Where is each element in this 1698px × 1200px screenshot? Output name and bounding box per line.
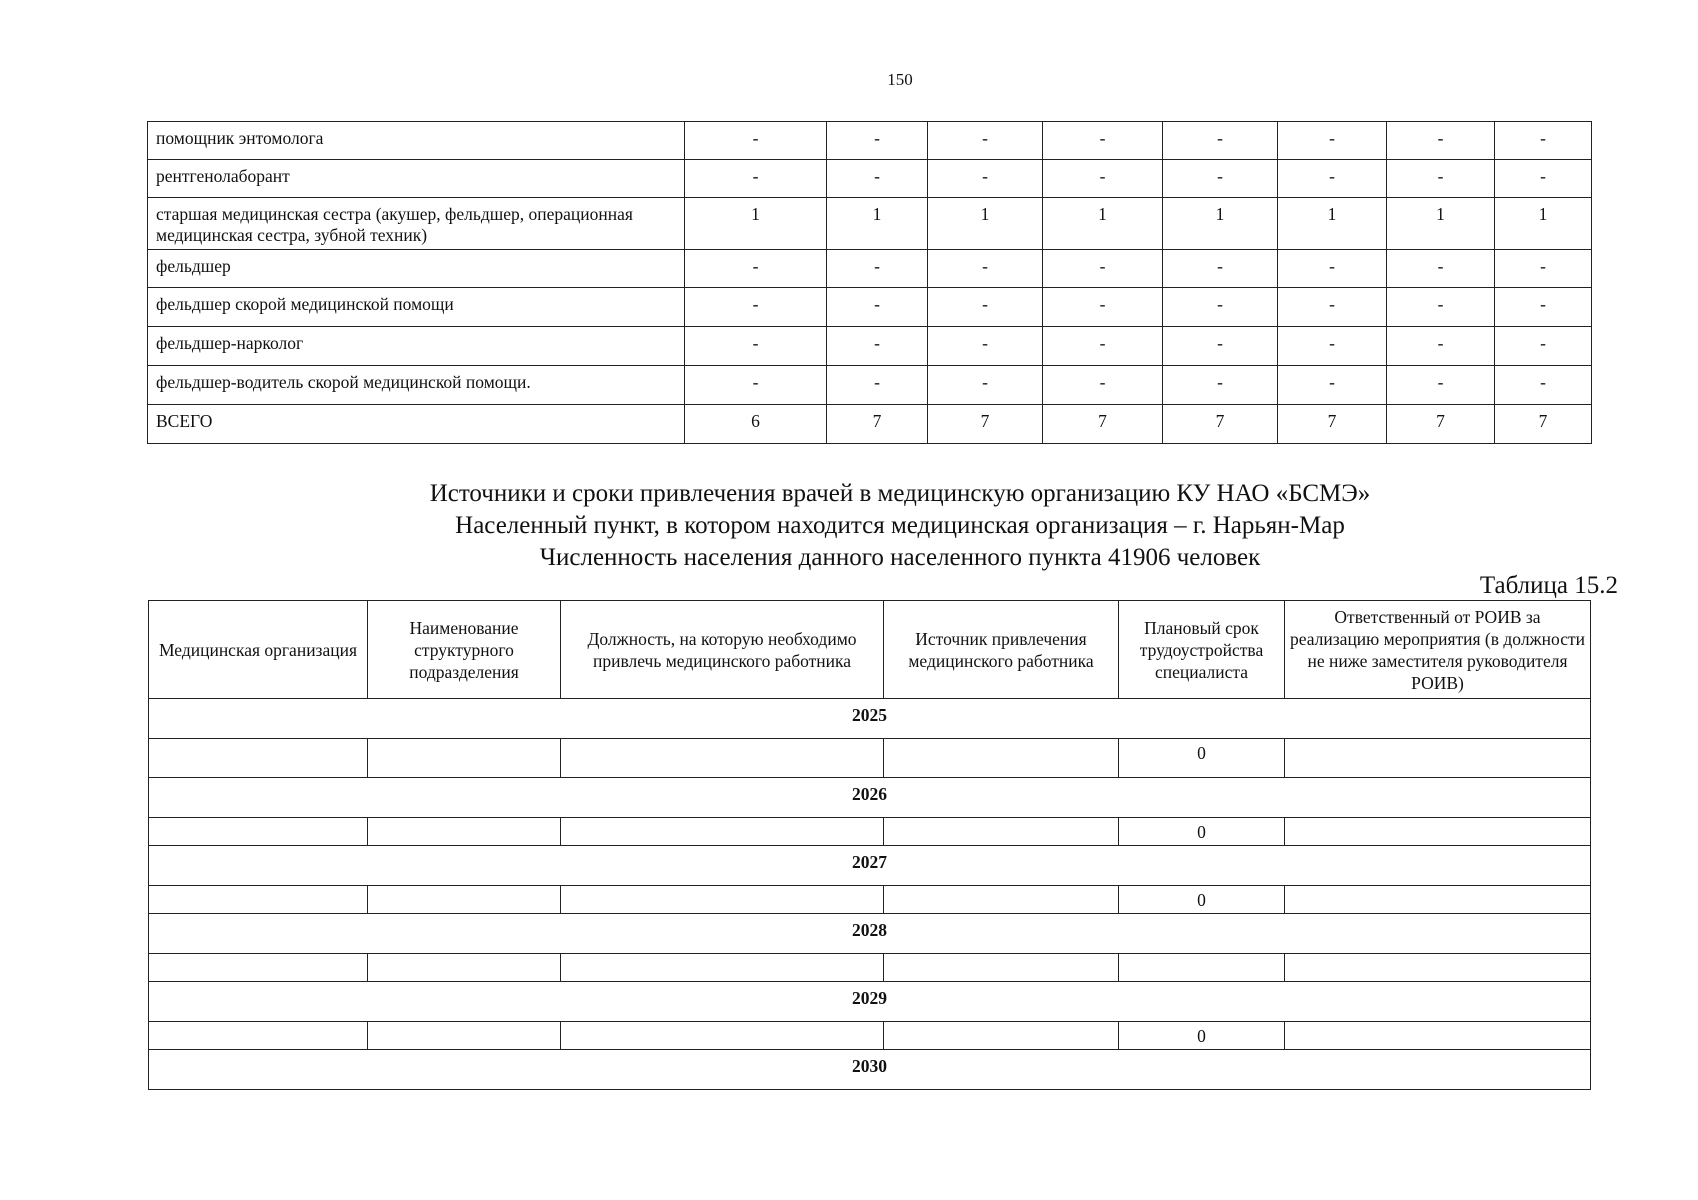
- empty-cell: [149, 818, 368, 846]
- value-cell: -: [685, 160, 827, 198]
- position-name-cell: рентгенолаборант: [148, 160, 685, 198]
- empty-cell: [561, 1022, 884, 1050]
- value-cell: -: [1495, 366, 1592, 405]
- value-cell: -: [1495, 250, 1592, 288]
- section-heading-line-2: Населенный пункт, в котором находится медицинская организация – г. Нарьян-Мар: [455, 512, 1345, 539]
- value-cell: 7: [1387, 405, 1495, 444]
- table-row: [149, 954, 1591, 982]
- value-cell: -: [1163, 366, 1278, 405]
- value-cell: -: [1387, 160, 1495, 198]
- section-heading-line-1: Источники и сроки привлечения врачей в медицинскую организацию КУ НАО «БСМЭ»: [429, 480, 1371, 507]
- value-cell: 1: [827, 198, 928, 250]
- column-header: Источник привлечения медицинского работника: [884, 601, 1119, 699]
- section-heading-line-3: Численность населения данного населенного пункта 41906 человек: [539, 544, 1261, 571]
- value-cell: 7: [827, 405, 928, 444]
- year-row: [149, 699, 1591, 739]
- value-cell: -: [1278, 366, 1387, 405]
- value-cell: 1: [1387, 198, 1495, 250]
- empty-cell: [149, 739, 368, 778]
- value-cell: -: [1278, 327, 1387, 366]
- value-cell: 7: [1495, 405, 1592, 444]
- empty-cell: [884, 818, 1119, 846]
- value-cell: -: [928, 366, 1043, 405]
- value-cell: 1: [928, 198, 1043, 250]
- empty-cell: [1285, 954, 1591, 982]
- value-cell: 1: [1043, 198, 1163, 250]
- value-cell: -: [1278, 160, 1387, 198]
- value-cell: -: [827, 366, 928, 405]
- table-row: [149, 818, 1591, 846]
- year-label: 2029: [149, 982, 1591, 1022]
- value-cell: -: [928, 250, 1043, 288]
- value-cell: -: [685, 122, 827, 160]
- value-cell: -: [928, 160, 1043, 198]
- table-row: [149, 1022, 1591, 1050]
- position-name-cell: фельдшер скорой медицинской помощи: [148, 288, 685, 327]
- table-row: [148, 288, 1592, 327]
- value-cell: -: [827, 327, 928, 366]
- empty-cell: [561, 739, 884, 778]
- empty-cell: [1285, 1022, 1591, 1050]
- value-cell: -: [827, 122, 928, 160]
- value-cell: 7: [1278, 405, 1387, 444]
- empty-cell: [884, 954, 1119, 982]
- table-row: [148, 405, 1592, 444]
- year-label: 2026: [149, 778, 1591, 818]
- value-cell: 7: [1163, 405, 1278, 444]
- empty-cell: [368, 886, 561, 914]
- table-row: [149, 886, 1591, 914]
- value-cell: -: [1495, 160, 1592, 198]
- value-cell: -: [1495, 288, 1592, 327]
- planned-term-cell: 0: [1119, 739, 1285, 778]
- page-number: 150: [887, 70, 913, 89]
- value-cell: -: [928, 288, 1043, 327]
- value-cell: -: [1043, 160, 1163, 198]
- value-cell: -: [1495, 122, 1592, 160]
- table-row: [148, 366, 1592, 405]
- value-cell: -: [1163, 122, 1278, 160]
- value-cell: -: [1278, 288, 1387, 327]
- value-cell: -: [685, 366, 827, 405]
- empty-cell: [149, 1022, 368, 1050]
- value-cell: 1: [1278, 198, 1387, 250]
- position-name-cell: помощник энтомолога: [148, 122, 685, 160]
- empty-cell: [561, 818, 884, 846]
- value-cell: -: [1043, 122, 1163, 160]
- empty-cell: [1285, 739, 1591, 778]
- value-cell: -: [1043, 327, 1163, 366]
- year-label: 2028: [149, 914, 1591, 954]
- value-cell: -: [1495, 327, 1592, 366]
- value-cell: 1: [1495, 198, 1592, 250]
- value-cell: -: [1163, 327, 1278, 366]
- table-row: [148, 122, 1592, 160]
- value-cell: 1: [1163, 198, 1278, 250]
- table-row: [148, 198, 1592, 250]
- empty-cell: [561, 954, 884, 982]
- value-cell: -: [1043, 250, 1163, 288]
- empty-cell: [149, 886, 368, 914]
- empty-cell: [884, 1022, 1119, 1050]
- empty-cell: [1285, 818, 1591, 846]
- empty-cell: [884, 739, 1119, 778]
- value-cell: -: [1043, 288, 1163, 327]
- year-row: [149, 982, 1591, 1022]
- value-cell: -: [1043, 366, 1163, 405]
- table-row: [148, 160, 1592, 198]
- table-row: [148, 327, 1592, 366]
- column-header: Наименование структурного подразделения: [368, 601, 561, 699]
- column-header: Ответственный от РОИВ за реализацию мероприятия (в должности не ниже заместителя руководителя РОИВ): [1285, 601, 1591, 699]
- value-cell: -: [1387, 122, 1495, 160]
- empty-cell: [1285, 886, 1591, 914]
- value-cell: -: [685, 288, 827, 327]
- value-cell: -: [928, 122, 1043, 160]
- value-cell: -: [1278, 250, 1387, 288]
- column-header: Медицинская организация: [149, 601, 368, 699]
- planned-term-cell: 0: [1119, 886, 1285, 914]
- position-name-cell: фельдшер: [148, 250, 685, 288]
- position-name-cell: старшая медицинская сестра (акушер, фельдшер, операционная медицинская сестра, зубной техник): [148, 198, 685, 250]
- planned-term-cell: 0: [1119, 818, 1285, 846]
- year-label: 2030: [149, 1050, 1591, 1090]
- year-label: 2025: [149, 699, 1591, 739]
- value-cell: 6: [685, 405, 827, 444]
- planned-term-cell: 0: [1119, 1022, 1285, 1050]
- value-cell: 7: [1043, 405, 1163, 444]
- position-name-cell: ВСЕГО: [148, 405, 685, 444]
- empty-cell: [368, 818, 561, 846]
- staff-table: [147, 121, 1592, 444]
- value-cell: -: [685, 327, 827, 366]
- table-row: [148, 250, 1592, 288]
- planned-term-cell: [1119, 954, 1285, 982]
- column-header: Плановый срок трудоустройства специалиста: [1119, 601, 1285, 699]
- value-cell: 1: [685, 198, 827, 250]
- value-cell: 7: [928, 405, 1043, 444]
- value-cell: -: [827, 288, 928, 327]
- value-cell: -: [1163, 288, 1278, 327]
- value-cell: -: [1278, 122, 1387, 160]
- value-cell: -: [1387, 250, 1495, 288]
- value-cell: -: [928, 327, 1043, 366]
- value-cell: -: [827, 250, 928, 288]
- year-row: [149, 1050, 1591, 1090]
- year-row: [149, 914, 1591, 954]
- value-cell: -: [685, 250, 827, 288]
- year-row: [149, 778, 1591, 818]
- empty-cell: [368, 1022, 561, 1050]
- value-cell: -: [1387, 288, 1495, 327]
- position-name-cell: фельдшер-водитель скорой медицинской помощи.: [148, 366, 685, 405]
- column-header: Должность, на которую необходимо привлечь медицинского работника: [561, 601, 884, 699]
- recruitment-plan-table: [148, 600, 1591, 1090]
- empty-cell: [368, 954, 561, 982]
- table-row: [149, 739, 1591, 778]
- year-label: 2027: [149, 846, 1591, 886]
- year-row: [149, 846, 1591, 886]
- value-cell: -: [1163, 160, 1278, 198]
- empty-cell: [561, 886, 884, 914]
- position-name-cell: фельдшер-нарколог: [148, 327, 685, 366]
- empty-cell: [149, 954, 368, 982]
- empty-cell: [368, 739, 561, 778]
- value-cell: -: [1387, 366, 1495, 405]
- table-number-label: Таблица 15.2: [1479, 572, 1618, 599]
- empty-cell: [884, 886, 1119, 914]
- value-cell: -: [1163, 250, 1278, 288]
- value-cell: -: [827, 160, 928, 198]
- value-cell: -: [1387, 327, 1495, 366]
